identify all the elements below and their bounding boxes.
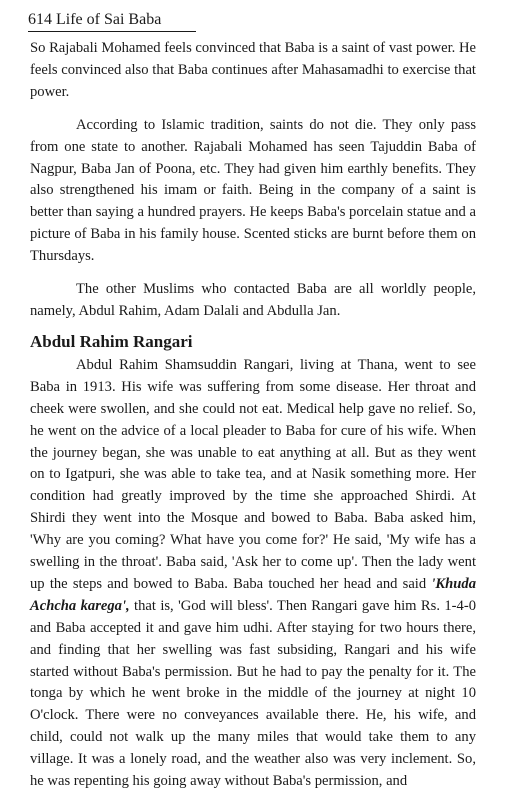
paragraph-islamic-tradition: According to Islamic tradition, saints do not die. They only pass from one state to another. Rajabali Mohamed has seen Tajuddin Baba of Nagpur, Baba Jan of Poona, etc. They had given him earthly benefits. They also strengthened his imam or faith. Being in the company of a saint is better than saying a hundred prayers. He keeps Baba's porcelain statue and a picture of Baba in his family house. Scented sticks are burnt before them on Thursdays. <box>30 116 476 265</box>
header-rule <box>28 31 196 32</box>
paragraph-abdul-rahim <box>30 355 476 793</box>
paragraph-continuation: So Rajabali Mohamed feels convinced that Baba is a saint of vast power. He feels convinced also that Baba continues after Mahasamadhi to exercise that power. <box>30 40 476 100</box>
paragraph-other-muslims: The other Muslims who contacted Baba are all worldly people, namely, Abdul Rahim, Adam Dalali and Abdulla Jan. <box>30 281 476 319</box>
page-number: 614 <box>28 11 52 28</box>
running-title: Life of Sai Baba <box>56 11 162 28</box>
body-text-part-1: Abdul Rahim Shamsuddin Rangari, living at Thana, went to see Baba in 1913. His wife was suffering from some disease. Her throat and cheek were swollen, and she could not eat. Medical help gave no relief. So, he went on the advice of a local pleader to Baba for cure of his wife. When the journey began, she was unable to eat anything at all. But as they went on to Igatpuri, she was able to take tea, and at Nasik something more. Her condition had greatly improved by the time she approached Shirdi. At Shirdi they went into the Mosque and bowed to Baba. Baba asked him, 'Why are you coming? What have you come for?' He said, 'My wife has a swelling in the throat'. Baba said, 'Ask her to come up'. Then the lady went up the steps and bowed to Baba. Baba touched her head and said <box>30 356 476 592</box>
running-head <box>28 10 196 34</box>
section-heading: Abdul Rahim Rangari <box>30 331 193 351</box>
body-text-part-2: that is, 'God will bless'. Then Rangari gave him Rs. 1-4-0 and Baba accepted it and gave him udhi. After staying for two hours there, and finding that her swelling was fast subsiding, Rangari and his wife started without Baba's permission. But he had to pay the penalty for it. The tonga by which he went broke in the middle of the journey at night 10 O'clock. There were no conveyances available there. He, his wife, and child, could not walk up the many miles that would take them to any village. It was a lonely road, and the weather also was very inclement. So, he was repenting his going away without Baba's permission, and <box>30 597 476 790</box>
italic-phrase: 'Khuda Achcha karega', <box>30 575 476 614</box>
